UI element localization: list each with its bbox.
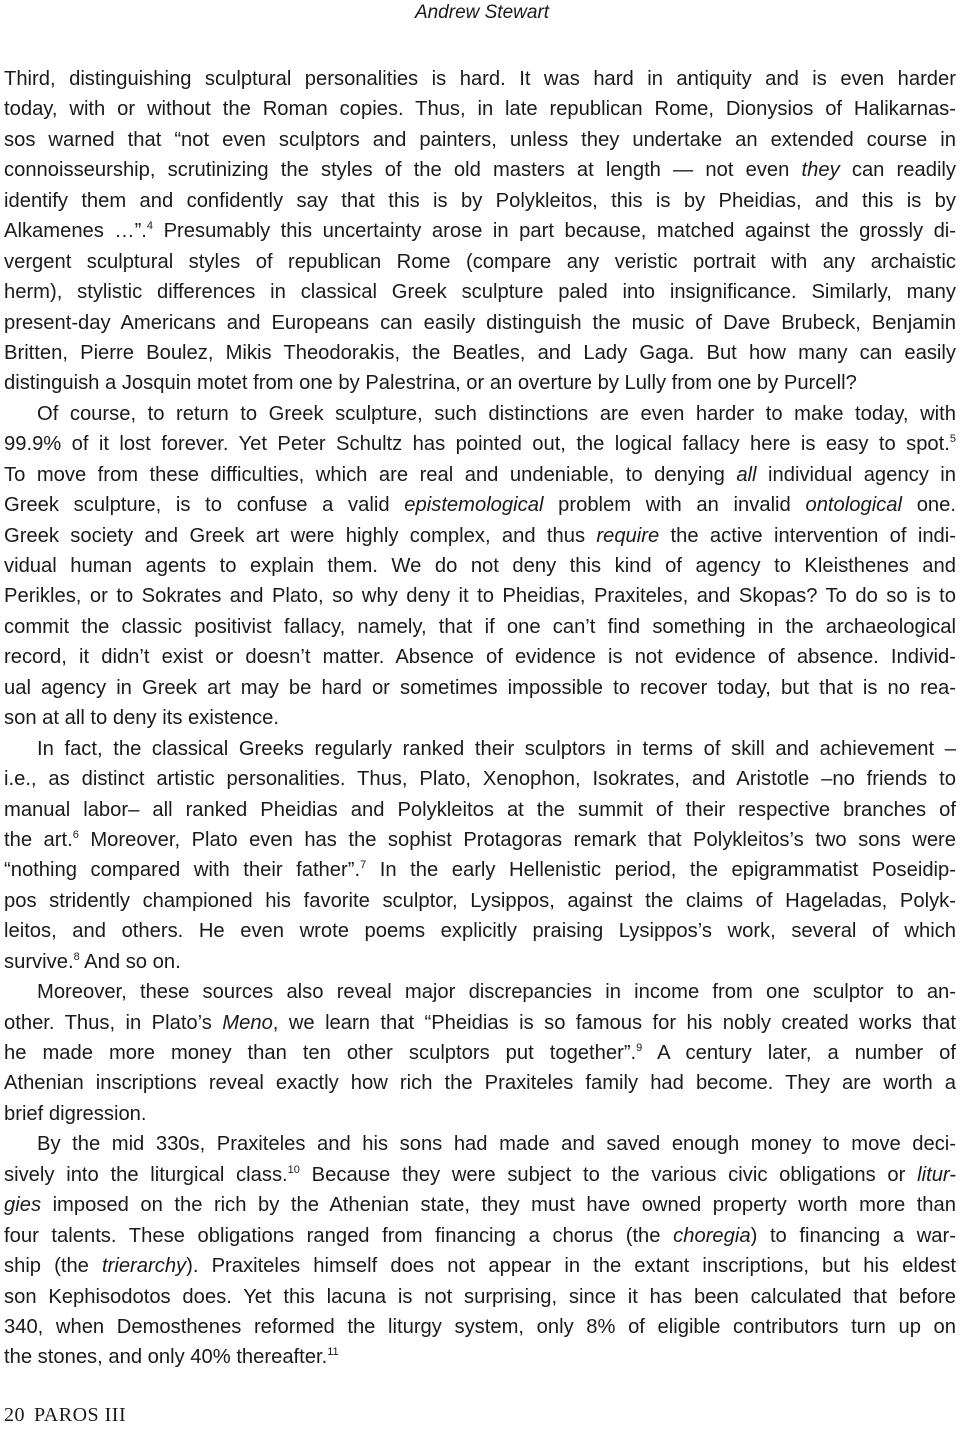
journal-title: PAROS III: [34, 1404, 127, 1426]
text-line: vidual human agents to explain them. We do not deny this kind of agency to Kleisthenes and: [4, 555, 956, 577]
text-line: present-day Americans and Europeans can easily distinguish the music of Dave Brubeck, Benjamin: [4, 311, 956, 334]
text-line: survive.$^8$ And so on.: [4, 950, 181, 973]
text-line: connoisseurship, scrutinizing the styles of the old masters at length — not even they can readily: [4, 159, 956, 182]
text-line: Britten, Pierre Boulez, Mikis Theodorakis, the Beatles, and Lady Gaga. But how many can easily: [4, 341, 956, 364]
page-number: 20: [4, 1404, 25, 1426]
text-line: brief digression.: [4, 1102, 147, 1125]
text-line: he made more money than ten other sculptors put together”.$^9$ A century later, a number of: [4, 1042, 956, 1064]
text-line: record, it didn’t exist or doesn’t matter. Absence of evidence is not evidence of absence. Individ-: [4, 646, 956, 669]
text-line: the art.$^6$ Moreover, Plato even has the sophist Protagoras remark that Polykleitos’s two sons were: [4, 828, 956, 851]
text-line: ual agency in Greek art may be hard or sometimes impossible to recover today, but that is no rea-: [4, 676, 956, 699]
text-line: son Kephisodotos does. Yet this lacuna is not surprising, since it has been calculated that before: [4, 1285, 956, 1308]
text-line: leitos, and others. He even wrote poems explicitly praising Lysippos’s work, several of which: [4, 920, 956, 943]
text-line: commit the classic positivist fallacy, namely, that if one can’t find something in the archaeological: [4, 615, 956, 638]
text-line: Perikles, or to Sokrates and Plato, so why deny it to Pheidias, Praxiteles, and Skopas? To do so is to: [4, 585, 956, 608]
footnote-ref: 8: [73, 950, 80, 963]
text-line: Of course, to return to Greek sculpture, such distinctions are even harder to make today, with: [37, 402, 956, 425]
text-line: In fact, the classical Greeks regularly ranked their sculptors in terms of skill and achievement –: [37, 737, 956, 760]
text-line: sively into the liturgical class.$^{10}$ Because they were subject to the various civic obligations or litur-: [4, 1163, 956, 1186]
text-line: son at all to deny its existence.: [4, 707, 279, 730]
text-line: 340, when Demosthenes reformed the liturgy system, only 8% of eligible contributors turn up on: [4, 1315, 956, 1338]
running-header: [0, 2, 960, 24]
text-line: Moreover, these sources also reveal major discrepancies in income from one sculptor to an-: [37, 981, 956, 1004]
text-line: Greek society and Greek art were highly complex, and thus require the active intervention of indi-: [4, 524, 956, 547]
text-line: Greek sculpture, is to confuse a valid epistemological problem with an invalid ontological one.: [4, 494, 956, 517]
text-line: ship (the trierarchy). Praxiteles himself does not appear in the extant inscriptions, but his eldest: [4, 1255, 956, 1278]
page-footer: [4, 1404, 126, 1427]
text-line: 99.9% of it lost forever. Yet Peter Schultz has pointed out, the logical fallacy here is easy to spot.$^5$: [4, 433, 956, 456]
header-author: Andrew Stewart: [414, 2, 550, 23]
text-line: To move from these difficulties, which are real and undeniable, to denying all individual agency in: [4, 463, 956, 486]
footnote-ref: 5: [949, 433, 956, 446]
article-body: [4, 64, 956, 1373]
footnote-ref: 11: [327, 1346, 339, 1359]
footnote-ref: 7: [360, 859, 367, 872]
text-line: manual labor– all ranked Pheidias and Polykleitos at the summit of their respective branches of: [4, 798, 956, 821]
text-line: today, with or without the Roman copies. Thus, in late republican Rome, Dionysios of Halikarnas-: [4, 98, 956, 121]
text-line: vergent sculptural styles of republican Rome (compare any veristic portrait with any archaistic: [4, 250, 956, 273]
text-line: “nothing compared with their father”.$^7$ In the early Hellenistic period, the epigrammatist Poseidip-: [4, 859, 956, 882]
text-line: i.e., as distinct artistic personalities. Thus, Plato, Xenophon, Isokrates, and Aristotle –no friends to: [4, 768, 956, 791]
text-line: Athenian inscriptions reveal exactly how rich the Praxiteles family had become. They are worth a: [4, 1072, 956, 1095]
footnote-ref: 4: [146, 220, 154, 233]
text-line: herm), stylistic differences in classical Greek sculpture paled into insignificance. Similarly, many: [4, 281, 956, 304]
footnote-ref: 9: [636, 1042, 643, 1054]
text-line: four talents. These obligations ranged from financing a chorus (the choregia) to financing a war-: [4, 1224, 956, 1247]
text-line: identify them and confidently say that this is by Polykleitos, this is by Pheidias, and this is by: [4, 189, 956, 212]
text-line: pos stridently championed his favorite sculptor, Lysippos, against the claims of Hageladas, Polyk-: [4, 889, 956, 912]
footnote-ref: 6: [72, 828, 79, 841]
text-line: other. Thus, in Plato’s Meno, we learn that “Pheidias is so famous for his nobly created works that: [4, 1011, 956, 1034]
text-line: Alkamenes …”.$^4$ Presumably this uncertainty arose in part because, matched against the grossly di-: [4, 220, 956, 243]
text-line: sos warned that “not even sculptors and painters, unless they undertake an extended course in: [4, 128, 956, 151]
text-line: the stones, and only 40% thereafter.$^{11}$: [4, 1346, 339, 1369]
text-line: gies imposed on the rich by the Athenian state, they must have owned property worth more than: [4, 1194, 956, 1217]
text-line: distinguish a Josquin motet from one by Palestrina, or an overture by Lully from one by Purcell?: [4, 372, 857, 395]
text-line: Third, distinguishing sculptural personalities is hard. It was hard in antiquity and is even harder: [4, 68, 956, 90]
footnote-ref: 10: [287, 1163, 300, 1176]
text-line: By the mid 330s, Praxiteles and his sons had made and saved enough money to move deci-: [37, 1133, 956, 1156]
